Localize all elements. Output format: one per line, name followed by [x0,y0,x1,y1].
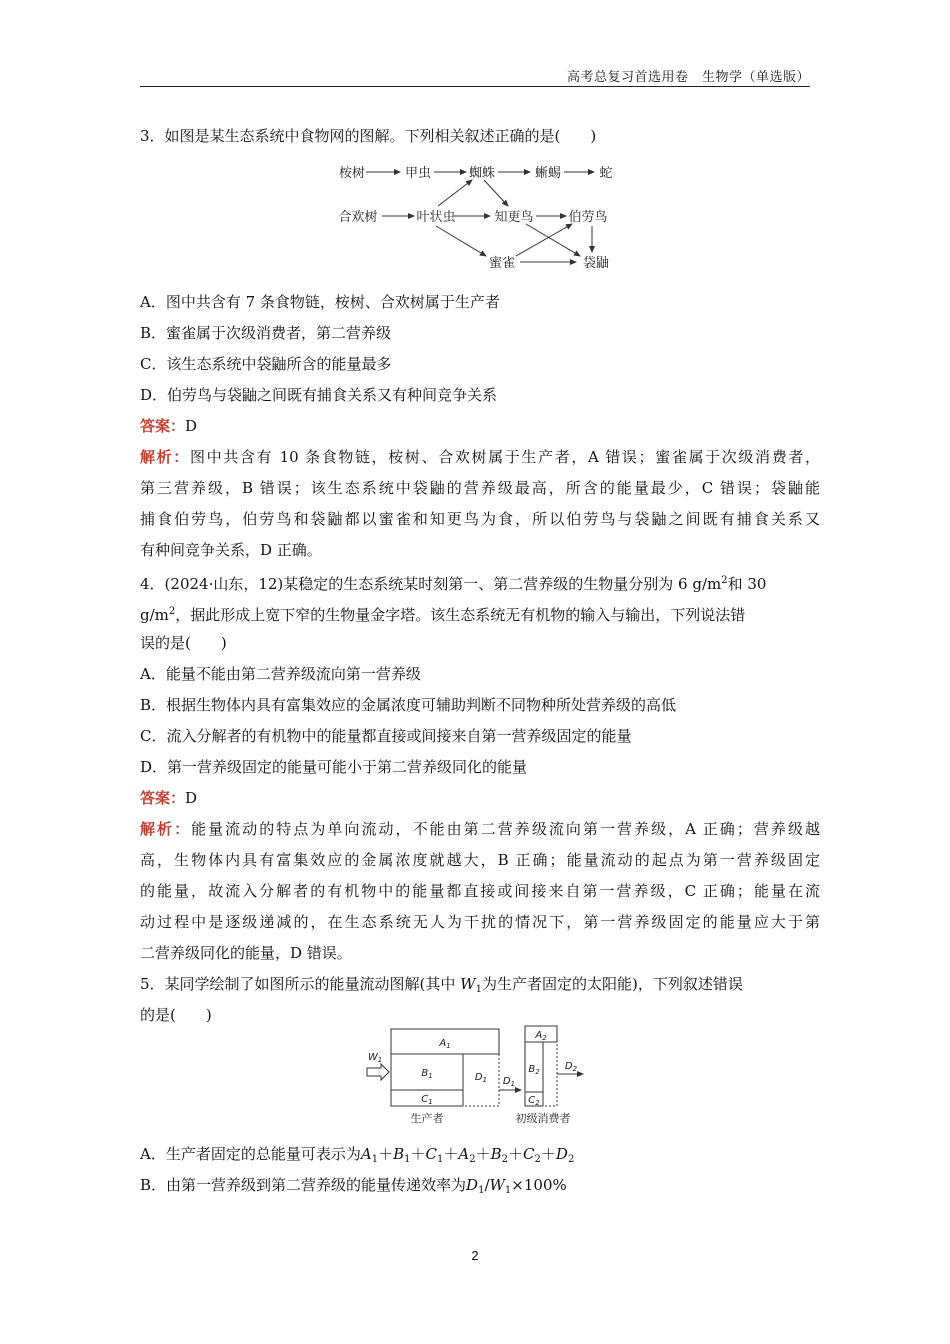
var: W [489,1176,505,1194]
label-a1: $A_1$ [439,1038,451,1050]
label-c1: $C_1$ [421,1094,433,1106]
label-a2: $A_2$ [535,1030,547,1042]
plus: ＋ [443,1145,459,1163]
consumer-d2-box [543,1042,557,1106]
q3-analysis-line-1 [140,447,820,467]
var: D [555,1145,568,1163]
q3-analysis-line-3: 捕食伯劳鸟，伯劳鸟和袋鼬都以蜜雀和知更鸟为食，所以伯劳鸟与袋鼬之间既有捕食关系又 [140,510,820,528]
node-dairong: 袋鼬 [582,256,610,271]
q3-option-c: C．该生态系统中袋鼬所含的能量最多 [140,355,392,373]
label-b2: $B_2$ [528,1064,540,1076]
plus: ＋ [410,1145,426,1163]
arrow-yezhuangchong-zhizhu [438,180,472,206]
subscript: 1 [475,984,482,995]
subscript: 1 [404,1154,411,1165]
arrow-mique-bolaoniao [516,224,572,256]
energy-flow-diagram [365,1024,595,1130]
producer-label: 生产者 [410,1112,444,1125]
slash: / [484,1176,490,1194]
consumer-label: 初级消费者 [515,1112,571,1125]
q4-analysis-line-5: 二营养级同化的能量，D 错误。 [140,944,352,962]
input-arrow [367,1064,389,1080]
plus: ＋ [540,1145,556,1163]
node-hehuanshu: 合欢树 [338,210,378,225]
q3-analysis-line-4: 有种间竞争关系，D 正确。 [140,541,322,559]
q4-analysis-line-2: 高，生物体内具有富集效应的金属浓度就越大，B 正确；能量流动的起点为第一营养级固定 [140,851,820,869]
header-rule [140,86,810,87]
analysis-text: 能量流动的特点为单向流动，不能由第二营养级流向第一营养级，A 正确；营养级越 [191,820,820,838]
var: D [466,1176,479,1194]
q3-analysis-line-2: 第三营养级，B 错误；该生态系统中袋鼬的营养级最高，所含的能量最少，C 错误；袋鼬能 [140,479,820,497]
q4-option-c: C．流入分解者的有机物中的能量都直接或间接来自第一营养级固定的能量 [140,727,632,745]
node-anshu: 桉树 [338,166,366,181]
q4-stem-text: 和 30 [727,575,767,593]
analysis-text: 图中共含有 10 条食物链，桉树、合欢树属于生产者，A 错误；蜜雀属于次级消费者， [189,448,820,466]
subscript: 2 [567,1154,575,1165]
q4-stem-line-3: 误的是( ) [140,634,227,652]
subscript: 2 [501,1154,509,1165]
label-c2: $C_2$ [528,1095,540,1107]
q4-stem-text: ，据此形成上宽下窄的生物量金字塔。该生态系统无有机物的输入与输出，下列说法错 [175,606,746,624]
option-text: ×100% [511,1176,567,1194]
q5-option-b [140,1175,820,1201]
superscript: 2 [721,575,728,586]
node-bolaoniao: 伯劳鸟 [568,210,608,225]
q3-option-a: A．图中共含有 7 条食物链，桉树、合欢树属于生产者 [140,293,500,311]
node-mique: 蜜雀 [488,256,516,271]
q5-stem-line-1 [140,974,820,1000]
q5-option-a [140,1144,820,1170]
subscript: 1 [371,1154,379,1165]
answer-label: 答案： [140,417,186,435]
q4-option-a: A．能量不能由第二营养级流向第一营养级 [140,665,421,683]
node-xiyi: 蜥蜴 [534,166,562,181]
node-zhizhu: 蜘蛛 [468,166,496,181]
q5-stem-text: 为生产者固定的太阳能)，下列叙述错误 [481,975,743,993]
q5-stem-text: 5．某同学绘制了如图所示的能量流动图解(其中 [140,975,461,993]
answer-value: D [185,789,198,807]
option-text: A．生产者固定的总能量可表示为 [140,1145,361,1163]
var: C [523,1145,535,1163]
q4-stem-line-2 [140,602,820,625]
subscript: 2 [534,1154,541,1165]
running-header: 高考总复习首选用卷 生物学（单选版） [566,70,810,85]
plus: ＋ [508,1145,524,1163]
answer-label: 答案： [140,789,186,807]
var: C [425,1145,437,1163]
q4-analysis-line-4: 动过程中是逐级递减的，在生态系统无人为干扰的情况下，第一营养级固定的能量应大于第 [140,913,820,931]
q4-analysis-line-3: 的能量，故流入分解者的有机物中的能量都直接或间接来自第一营养级，C 正确；能量在流 [140,882,820,900]
var: A [458,1145,470,1163]
var: B [393,1145,405,1163]
node-she: 蛇 [599,166,613,181]
node-jiachong: 甲虫 [404,166,432,181]
q4-stem-text: 4．(2024·山东，12)某稳定的生态系统某时刻第一、第二营养级的生物量分别为 6 g/m [140,575,722,593]
label-b1: $B_1$ [421,1068,433,1080]
q4-stem-line-1 [140,571,820,594]
q4-option-b: B．根据生物体内具有富集效应的金属浓度可辅助判断不同物种所处营养级的高低 [140,696,677,714]
arrow-zhigengniao-dairong [526,224,580,256]
option-text: B．由第一营养级到第二营养级的能量传递效率为 [140,1176,467,1194]
q3-option-b: B．蜜雀属于次级消费者，第二营养级 [140,324,392,342]
q4-answer [140,788,820,808]
answer-value: D [185,417,198,435]
label-w1: $W_1$ [367,1052,383,1064]
var-w: W [460,975,476,993]
var: A [360,1145,372,1163]
q3-answer [140,416,820,436]
var: B [490,1145,502,1163]
label-d2: $D_2$ [564,1061,578,1073]
q3-option-d: D．伯劳鸟与袋鼬之间既有捕食关系又有种间竞争关系 [140,386,498,404]
subscript: 1 [436,1154,444,1165]
q4-stem-text: g/m [140,606,169,624]
subscript: 2 [469,1154,476,1165]
q3-stem: 3．如图是某生态系统中食物网的图解。下列相关叙述正确的是( ) [140,127,597,145]
food-web-diagram [330,156,630,276]
superscript: 2 [168,606,176,617]
node-zhigengniao: 知更鸟 [494,210,534,225]
q4-option-d: D．第一营养级固定的能量可能小于第二营养级同化的能量 [140,758,528,776]
node-yezhuangchong: 叶状虫 [416,210,456,225]
analysis-label: 解析： [140,820,192,838]
plus: ＋ [475,1145,491,1163]
plus: ＋ [378,1145,394,1163]
subscript: 1 [504,1185,512,1196]
analysis-label: 解析： [140,448,190,466]
arrow-yezhuangchong-mique [436,226,486,256]
q4-analysis-line-1 [140,819,820,839]
label-d1-box: $D_1$ [474,1072,488,1084]
subscript: 1 [478,1185,485,1196]
label-d1-arrow: $D_1$ [502,1076,516,1088]
q5-stem-line-2: 的是( ) [140,1006,212,1024]
page-number: 2 [471,1248,479,1263]
arrow-zhizhu-zhigengniao [484,180,508,206]
